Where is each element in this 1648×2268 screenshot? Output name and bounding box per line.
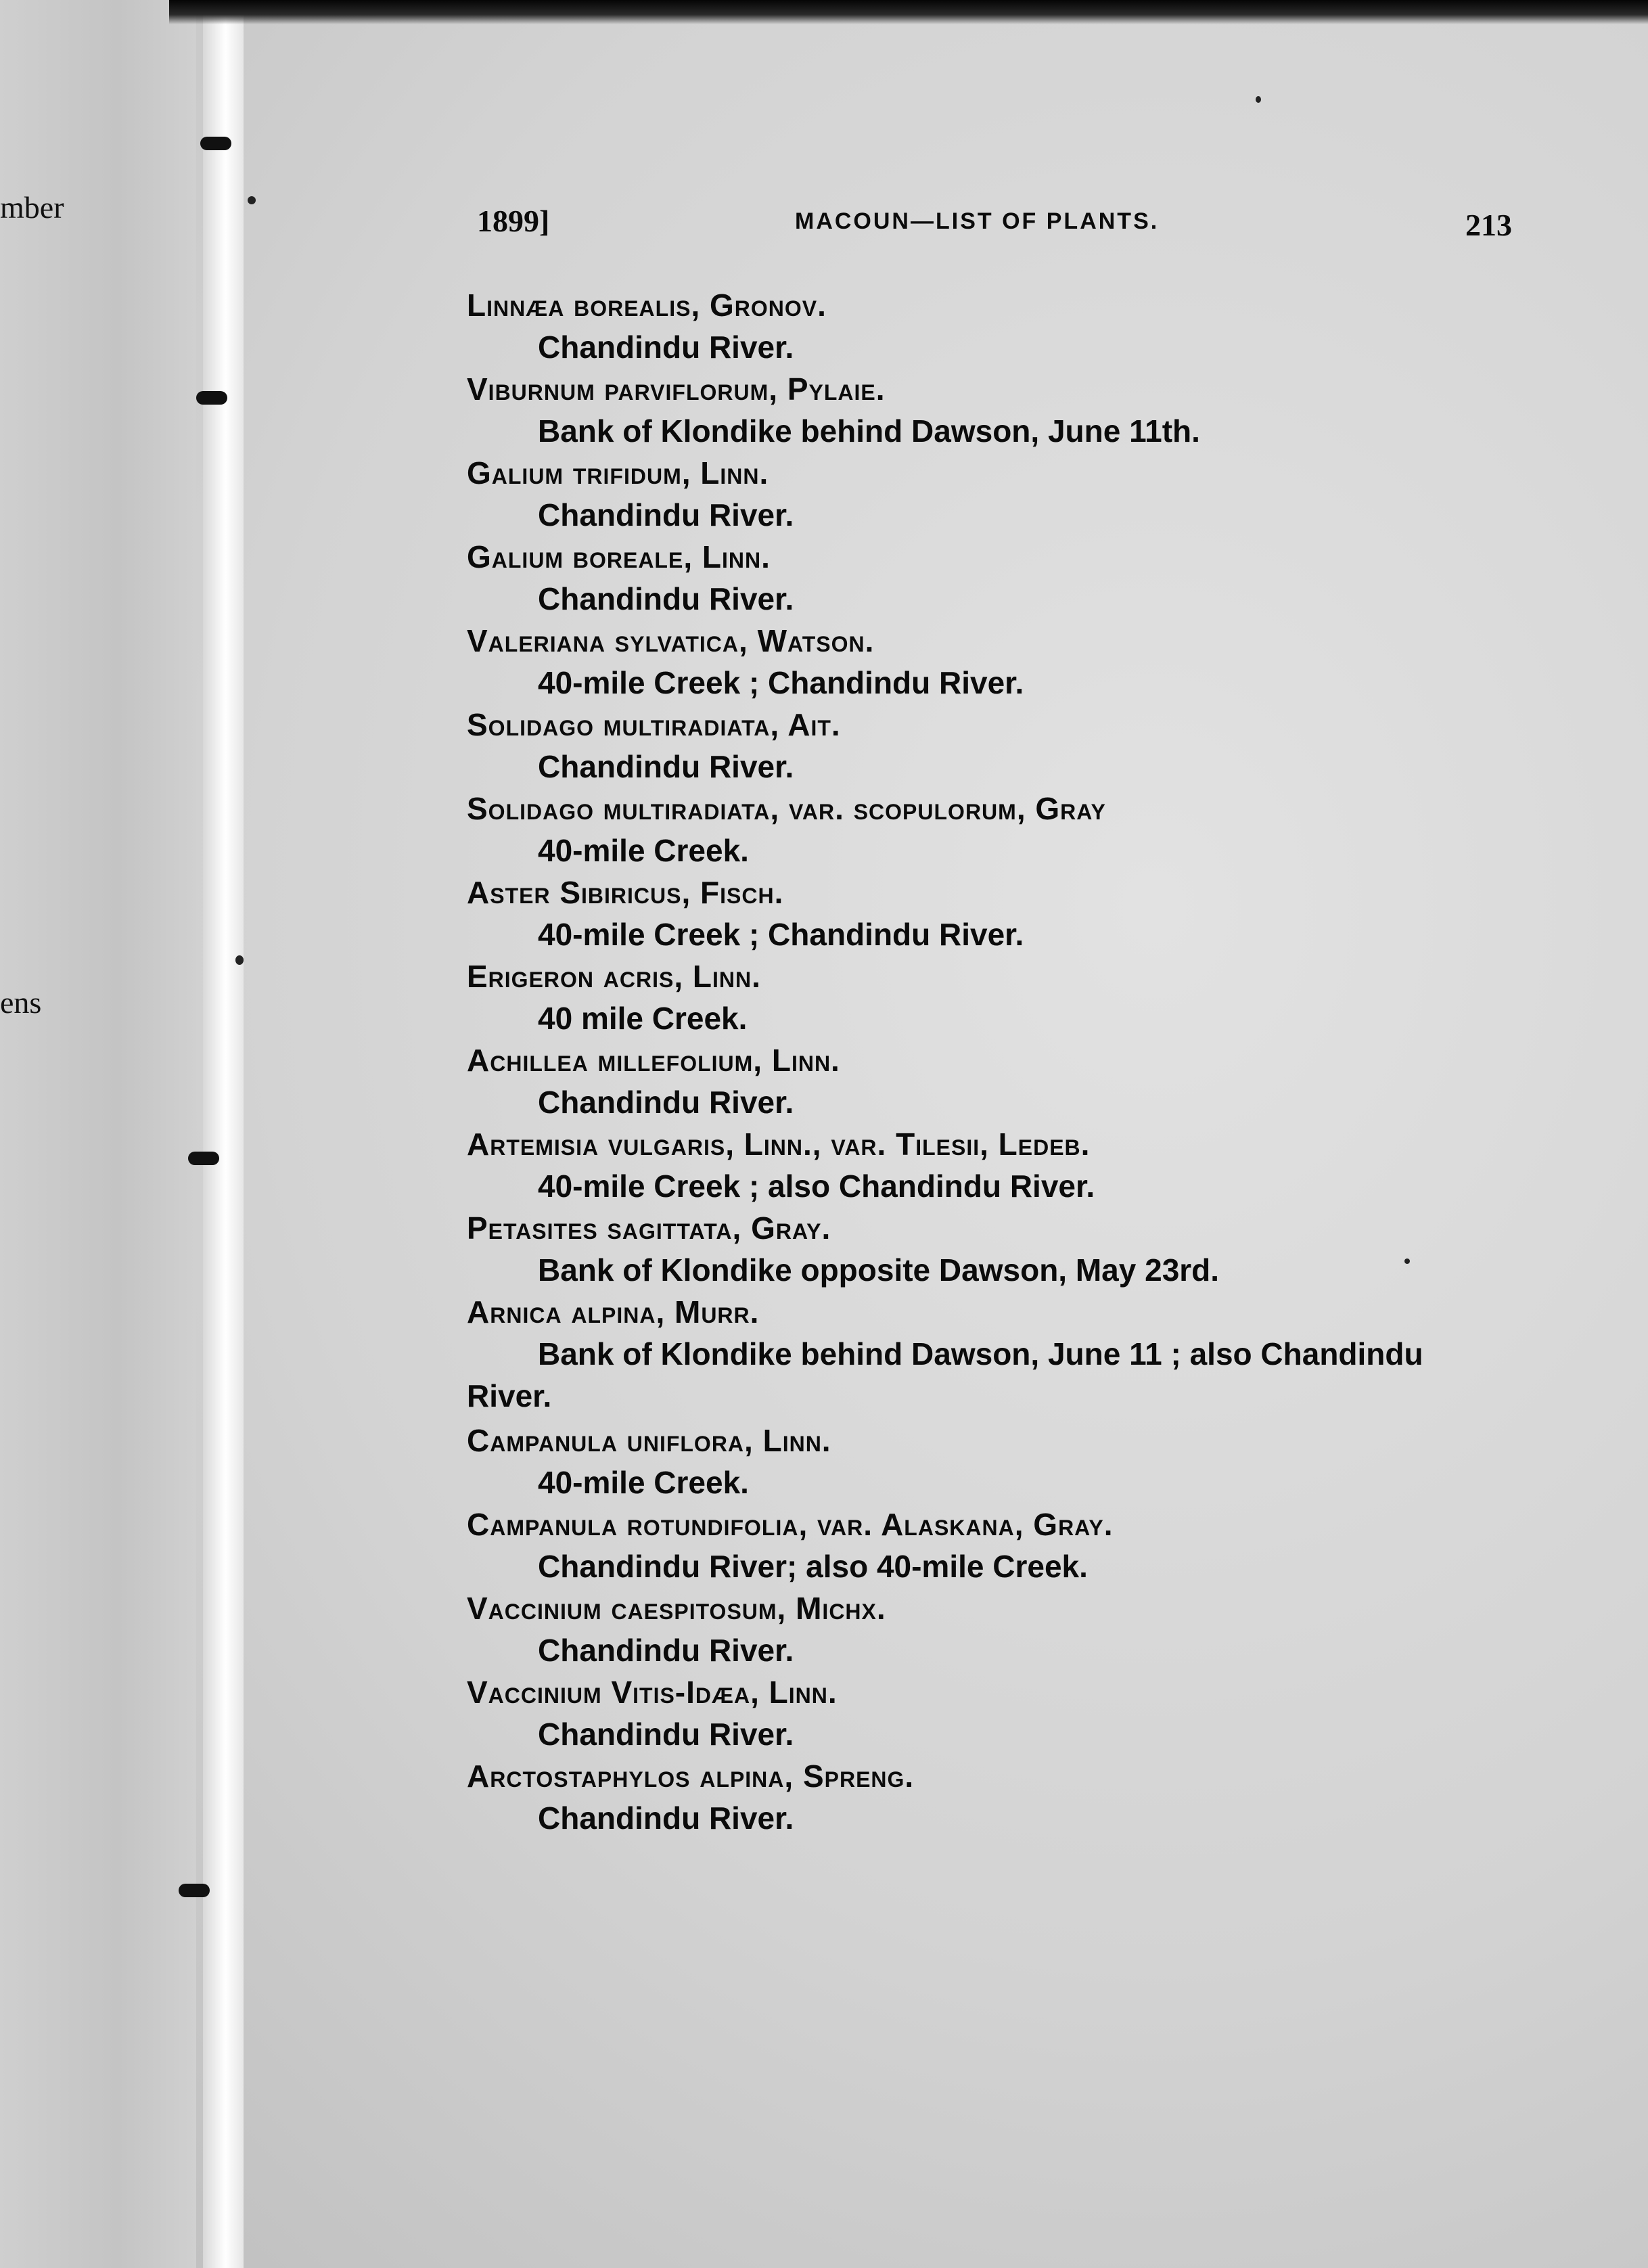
species-name: Viburnum parviflorum, Pylaie. xyxy=(467,371,886,407)
species-locality: Bank of Klondike behind Dawson, June 11th. xyxy=(538,413,1200,449)
ink-speck xyxy=(248,196,256,204)
species-name: Vaccinium Vitis-Idæa, Linn. xyxy=(467,1675,838,1710)
species-locality: 40-mile Creek ; Chandindu River. xyxy=(538,665,1024,700)
binding-hole xyxy=(188,1152,219,1165)
species-locality: 40 mile Creek. xyxy=(538,1001,748,1036)
ink-speck xyxy=(235,955,244,965)
species-locality: Bank of Klondike behind Dawson, June 11 ; also Chandindu xyxy=(538,1336,1423,1371)
species-name: Solidago multiradiata, var. scopulorum, Gray xyxy=(467,791,1106,826)
species-locality: Chandindu River. xyxy=(538,1085,794,1120)
species-name: Galium trifidum, Linn. xyxy=(467,455,769,491)
species-name: Erigeron acris, Linn. xyxy=(467,959,761,994)
species-locality: 40-mile Creek. xyxy=(538,1465,749,1500)
species-entry xyxy=(467,1291,1522,1420)
species-entry xyxy=(467,620,1522,704)
species-name: Artemisia vulgaris, Linn., var. Tilesii, Ledeb. xyxy=(467,1127,1091,1162)
species-name: Petasites sagittata, Gray. xyxy=(467,1210,831,1246)
species-locality: Bank of Klondike opposite Dawson, May 23rd. xyxy=(538,1252,1220,1288)
species-name: Galium boreale, Linn. xyxy=(467,539,771,574)
species-entry xyxy=(467,788,1522,871)
species-locality: Chandindu River. xyxy=(538,749,794,784)
species-list xyxy=(467,284,1522,1839)
species-name: Valeriana sylvatica, Watson. xyxy=(467,623,875,658)
species-name: Aster Sibiricus, Fisch. xyxy=(467,875,784,910)
species-name: Campanula rotundifolia, var. Alaskana, Gray. xyxy=(467,1507,1114,1542)
species-name: Arnica alpina, Murr. xyxy=(467,1294,760,1330)
species-entry xyxy=(467,284,1522,368)
species-entry xyxy=(467,1755,1522,1839)
species-name: Achillea millefolium, Linn. xyxy=(467,1043,840,1078)
previous-page-fragment: ens xyxy=(0,985,42,1020)
species-entry xyxy=(467,704,1522,788)
species-name: Campanula uniflora, Linn. xyxy=(467,1423,831,1458)
binding-hole xyxy=(179,1884,210,1897)
species-locality: Chandindu River; also 40-mile Creek. xyxy=(538,1549,1088,1584)
book-spine xyxy=(203,0,244,2268)
binding-hole xyxy=(200,137,231,150)
species-name: Linnæa borealis, Gronov. xyxy=(467,288,827,323)
species-entry xyxy=(467,1587,1522,1671)
species-entry xyxy=(467,871,1522,955)
species-locality: Chandindu River. xyxy=(538,1633,794,1668)
species-locality-continued: River. xyxy=(467,1378,552,1413)
species-entry xyxy=(467,1671,1522,1755)
species-locality: Chandindu River. xyxy=(538,581,794,616)
species-entry xyxy=(467,1123,1522,1207)
species-locality: Chandindu River. xyxy=(538,497,794,532)
species-name: Arctostaphylos alpina, Spreng. xyxy=(467,1759,915,1794)
ink-speck xyxy=(1256,96,1261,103)
species-name: Vaccinium caespitosum, Michx. xyxy=(467,1591,886,1626)
species-locality: Chandindu River. xyxy=(538,1800,794,1836)
binding-hole xyxy=(196,391,227,405)
species-entry xyxy=(467,1503,1522,1587)
species-entry xyxy=(467,368,1522,452)
species-locality: Chandindu River. xyxy=(538,1717,794,1752)
species-entry xyxy=(467,1207,1522,1291)
page-number: 213 xyxy=(1465,208,1512,242)
species-locality: 40-mile Creek ; Chandindu River. xyxy=(538,917,1024,952)
page-header xyxy=(477,203,1512,257)
running-title: MACOUN—LIST OF PLANTS. xyxy=(795,208,1160,234)
species-locality: 40-mile Creek ; also Chandindu River. xyxy=(538,1169,1095,1204)
page-top-edge xyxy=(169,0,1648,24)
species-entry xyxy=(467,452,1522,536)
species-entry xyxy=(467,1039,1522,1123)
species-entry xyxy=(467,536,1522,620)
species-locality: 40-mile Creek. xyxy=(538,833,749,868)
species-entry xyxy=(467,1420,1522,1503)
facing-page-margin xyxy=(0,0,196,2268)
species-entry xyxy=(467,955,1522,1039)
species-name: Solidago multiradiata, Ait. xyxy=(467,707,841,742)
previous-page-fragment: mber xyxy=(0,190,64,225)
species-locality: Chandindu River. xyxy=(538,330,794,365)
header-year: 1899] xyxy=(477,204,550,238)
